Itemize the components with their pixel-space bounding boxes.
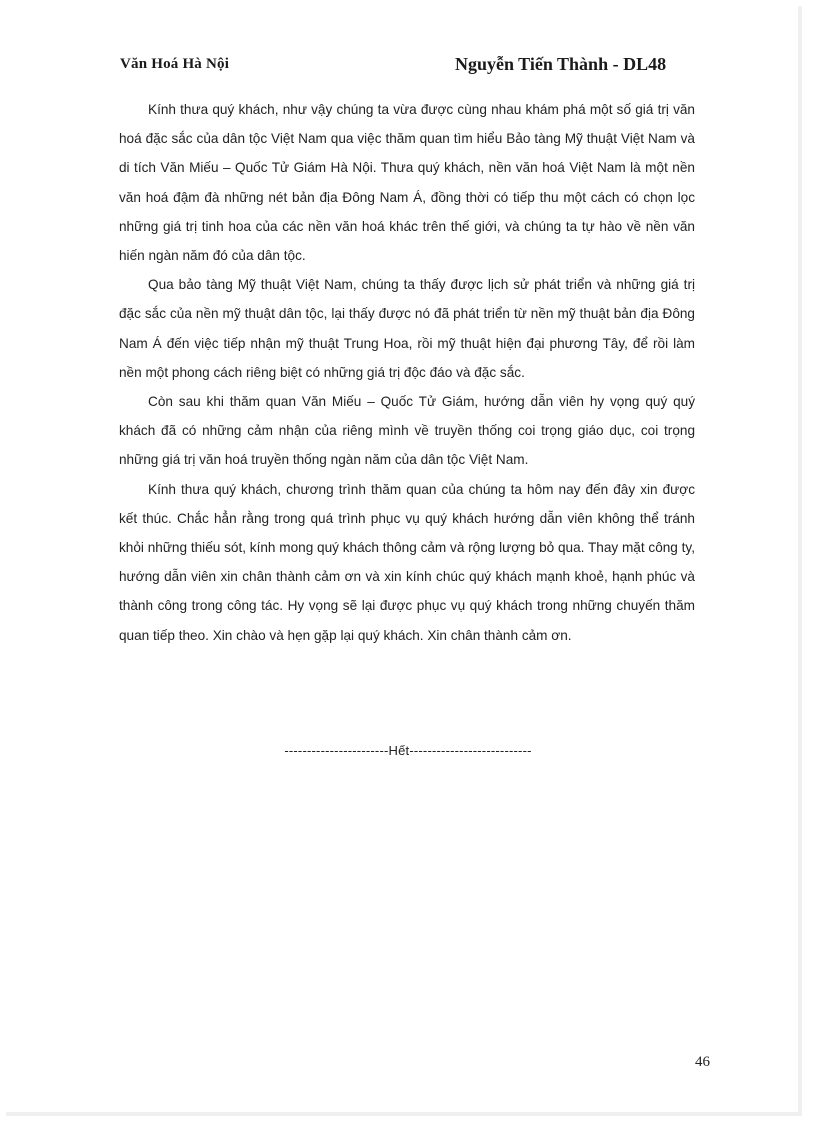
document-body <box>119 95 695 650</box>
page-number: 46 <box>695 1054 710 1070</box>
paragraph-4: Kính thưa quý khách, chương trình thăm quan của chúng ta hôm nay đến đây xin được kết thúc. Chắc hẳn rằng trong quá trình phục vụ quý khách hướng dẫn viên không thể tránh khỏi những thiếu sót, kính mong quý khách thông cảm và rộng lượng bỏ qua. Thay mặt công ty, hướng dẫn viên xin chân thành cảm ơn và xin kính chúc quý khách mạnh khoẻ, hạnh phúc và thành công trong công tác. Hy vọng sẽ lại được phục vụ quý khách trong những chuyến thăm quan tiếp theo. Xin chào và hẹn gặp lại quý khách. Xin chân thành cảm ơn. <box>119 481 695 643</box>
header-author: Nguyễn Tiến Thành - DL48 <box>455 54 667 74</box>
paragraph-1: Kính thưa quý khách, như vậy chúng ta vừa được cùng nhau khám phá một số giá trị văn hoá đặc sắc của dân tộc Việt Nam qua việc thăm quan tìm hiểu Bảo tàng Mỹ thuật Việt Nam và di tích Văn Miếu – Quốc Tử Giám Hà Nội. Thưa quý khách, nền văn hoá Việt Nam là một nền văn hoá đậm đà những nét bản địa Đông Nam Á, đồng thời có tiếp thu một cách có chọn lọc những giá trị tinh hoa của các nền văn hoá khác trên thế giới, và chúng ta tự hào về nền văn hiến ngàn năm đó của dân tộc. <box>119 102 695 264</box>
header-left-title: Văn Hoá Hà Nội <box>120 56 230 72</box>
end-mark: -----------------------Hết--------------------------- <box>284 743 532 758</box>
paragraph-2: Qua bảo tàng Mỹ thuật Việt Nam, chúng ta thấy được lịch sử phát triển và những giá trị đặc sắc của nền mỹ thuật dân tộc, lại thấy được nó đã phát triển từ nền mỹ thuật bản địa Đông Nam Á đến việc tiếp nhận mỹ thuật Trung Hoa, rồi mỹ thuật hiện đại phương Tây, để rồi làm nền một phong cách riêng biệt có những giá trị độc đáo và đặc sắc. <box>119 277 695 380</box>
paragraph-3: Còn sau khi thăm quan Văn Miếu – Quốc Tử Giám, hướng dẫn viên hy vọng quý quý khách đã có những cảm nhận của riêng mình về truyền thống coi trọng giáo dục, coi trọng những giá trị văn hoá truyền thống ngàn năm của dân tộc Việt Nam. <box>119 394 695 468</box>
page-header <box>120 54 680 78</box>
